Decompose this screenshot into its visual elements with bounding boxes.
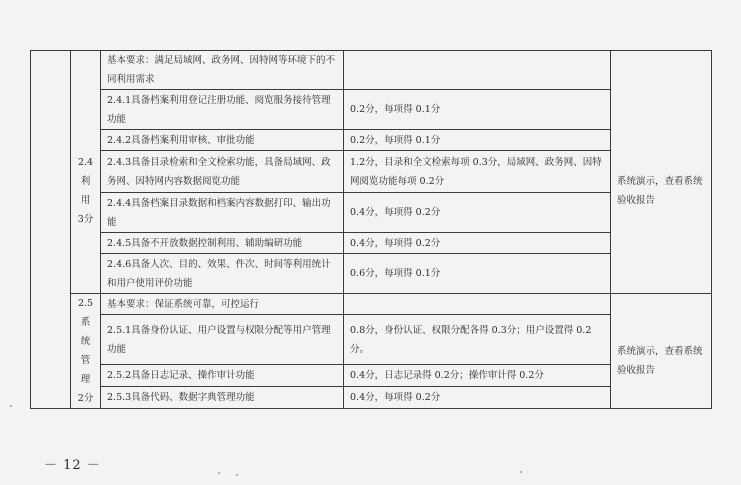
- item-cell: 基本要求：满足局域网、政务网、因特网等环境下的不同利用需求: [101, 51, 344, 90]
- outer-column-cell: [31, 51, 71, 409]
- table-row: [31, 387, 712, 409]
- score-cell: 1.2分，目录和全文检索每项 0.3分，局域网、政务网、因特网阅览功能每项 0.2分: [344, 151, 611, 193]
- category-line: 2.4 利: [77, 157, 94, 188]
- table-row: [31, 90, 712, 130]
- score-cell: [344, 51, 611, 90]
- score-cell: 0.4分，每项得 0.2分: [344, 387, 611, 409]
- page-number: － 12 －: [44, 458, 101, 473]
- score-cell: 0.4分，每项得 0.2分: [344, 193, 611, 233]
- item-cell: 2.4.5具备不开放数据控制利用、辅助编研功能: [101, 233, 344, 254]
- method-cell-blank: [611, 51, 712, 90]
- verification-method-cell: 系统演示，查看系统验收报告: [611, 90, 712, 294]
- table-row: [31, 254, 712, 294]
- category-cell: [71, 90, 101, 294]
- table-row: [31, 193, 712, 233]
- method-cell-blank: [611, 294, 712, 315]
- scan-speck: [520, 471, 522, 473]
- table-row: [31, 315, 712, 365]
- table-row: [31, 151, 712, 193]
- table-row: [31, 233, 712, 254]
- table-row: [31, 51, 712, 90]
- score-cell: 0.8分，身份认证、权限分配各得 0.3分；用户设置得 0.2分。: [344, 315, 611, 365]
- item-cell: 2.4.1具备档案利用登记注册功能、阅览服务接待管理功能: [101, 90, 344, 130]
- score-cell: 0.2分，每项得 0.1分: [344, 90, 611, 130]
- item-cell: 基本要求：保证系统可靠，可控运行: [101, 294, 344, 315]
- score-cell: 0.4分，日志记录得 0.2分；操作审计得 0.2分: [344, 365, 611, 387]
- scan-speck: [236, 474, 238, 476]
- score-cell: 0.6分，每项得 0.1分: [344, 254, 611, 294]
- item-cell: 2.4.6具备人次、目的、效果、件次、时间等利用统计和用户使用评价功能: [101, 254, 344, 294]
- category-line: 用: [80, 195, 91, 207]
- item-cell: 2.5.3具备代码、数据字典管理功能: [101, 387, 344, 409]
- score-cell: 0.2分，每项得 0.1分: [344, 130, 611, 151]
- category-line: 2.5 系: [77, 298, 94, 328]
- score-cell: 0.4分，每项得 0.2分: [344, 233, 611, 254]
- table-row: [31, 365, 712, 387]
- category-line: 统管理: [80, 336, 91, 385]
- item-cell: 2.4.3具备目录检索和全文检索功能，具备局域网、政务网、因特网内容数据阅览功能: [101, 151, 344, 193]
- category-line: 2分: [77, 393, 94, 404]
- item-cell: 2.5.2具备日志记录、操作审计功能: [101, 365, 344, 387]
- item-cell: 2.4.4具备档案目录数据和档案内容数据打印、输出功能: [101, 193, 344, 233]
- verification-method-cell: 系统演示，查看系统验收报告: [611, 315, 712, 409]
- item-cell: 2.4.2具备档案利用审核、审批功能: [101, 130, 344, 151]
- table-row: [31, 130, 712, 151]
- score-cell: [344, 294, 611, 315]
- table-row: [31, 294, 712, 315]
- category-line: 3分: [77, 214, 94, 226]
- scan-speck: [218, 472, 220, 474]
- scoring-table: [30, 50, 712, 409]
- scan-speck: [10, 405, 12, 407]
- category-cell: [71, 294, 101, 409]
- item-cell: 2.5.1具备身份认证、用户设置与权限分配等用户管理功能: [101, 315, 344, 365]
- category-cell-blank: [71, 51, 101, 90]
